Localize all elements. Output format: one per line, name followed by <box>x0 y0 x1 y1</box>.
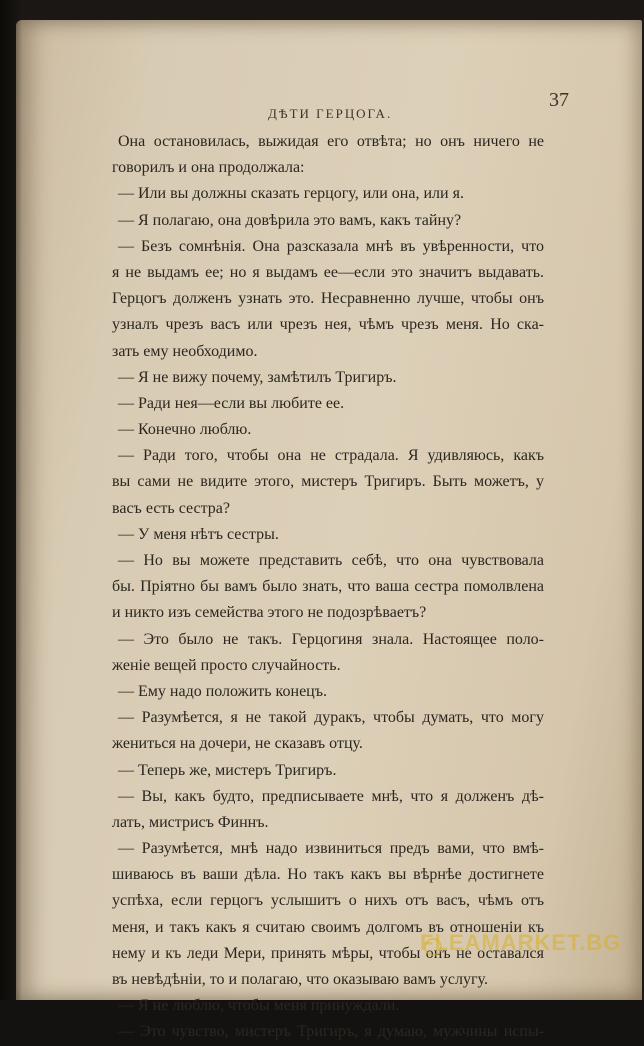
running-head: ДѢТИ ГЕРЦОГА. <box>268 106 393 121</box>
text-line: нему и къ леди Мери, принять мѣры, чтобы онъ не оставался <box>112 944 544 962</box>
text-line: — Я полагаю, она довѣрила это вамъ, какъ тайну? <box>118 211 462 229</box>
text-line: — Конечно люблю. <box>118 421 252 439</box>
text-line: — Или вы должны сказать герцогу, или она, или я. <box>118 185 464 203</box>
text-line: Герцогъ долженъ узнать это. Несравненно лучше, чтобы онъ <box>112 290 544 308</box>
text-line: — Разумѣется, мнѣ надо извиниться предъ вами, что вмѣ- <box>118 840 544 858</box>
page-edge-shadow <box>0 0 22 1000</box>
text-line: — Ему надо положить конецъ. <box>118 682 328 700</box>
text-line: бы. Пріятно бы вамъ было знать, что ваша сестра помолвлена <box>112 578 544 596</box>
text-line: вы сами не видите этого, мистеръ Тригиръ. Быть можетъ, у <box>112 473 544 491</box>
text-line: — Это было не такъ. Герцогиня знала. Настоящее поло- <box>118 630 544 648</box>
text-line: — Теперь же, мистеръ Тригиръ. <box>118 761 337 779</box>
body-text <box>112 129 544 1046</box>
text-line: жениться на дочери, не сказавъ отцу. <box>112 735 363 753</box>
text-line: и никто изъ семейства этого не подозрѣваетъ? <box>112 604 427 622</box>
text-line: — Ради нея—если вы любите ее. <box>118 394 345 412</box>
page-number: 37 <box>549 89 569 111</box>
text-line: женіе вещей просто случайность. <box>112 656 341 674</box>
text-line: зать ему необходимо. <box>112 342 258 360</box>
text-line: я не выдамъ ее; но я выдамъ ее—если это значитъ выдавать. <box>112 263 544 281</box>
text-line: Она остановилась, выжидая его отвѣта; но онъ ничего не <box>118 133 544 150</box>
watermark: FLEAMARKET.BG <box>420 930 622 955</box>
text-line: — Это чувство, мистеръ Тригиръ, я думаю, мужчины испы- <box>118 1023 544 1041</box>
text-line: — Ради того, чтобы она не страдала. Я удивляюсь, какъ <box>118 447 544 465</box>
text-line: — Я не люблю, чтобы меня принуждали. <box>118 997 400 1015</box>
text-line: — Вы, какъ будто, предписываете мнѣ, что я долженъ дѣ- <box>118 787 544 805</box>
text-line: узналъ чрезъ васъ или чрезъ нея, чѣмъ чрезъ меня. Но ска- <box>112 316 544 334</box>
text-line: въ невѣдѣніи, то и полагаю, что оказываю вамъ услугу. <box>112 971 488 988</box>
text-line: — Я не вижу почему, замѣтилъ Тригиръ. <box>118 368 397 386</box>
text-line: говорилъ и она продолжала: <box>112 159 305 177</box>
text-line: — Но вы можете представить себѣ, что она чувствовала <box>118 552 544 569</box>
text-line: лать, мистрисъ Финнъ. <box>112 813 269 831</box>
text-line: — Разумѣется, я не такой дуракъ, чтобы думать, что могу <box>118 709 544 727</box>
text-line: — Безъ сомнѣнія. Она разсказала мнѣ въ увѣренности, что <box>118 237 544 255</box>
text-line: успѣха, если герцогъ услышитъ о нихъ отъ васъ, чѣмъ отъ <box>112 892 544 910</box>
text-line: шиваюсь въ ваши дѣла. Но такъ какъ вы вѣрнѣе достигнете <box>112 866 544 884</box>
text-line: васъ есть сестра? <box>112 499 230 517</box>
text-line: меня, и такъ какъ я считаю своимъ долгомъ въ отношеніи къ <box>112 918 544 936</box>
text-line: — У меня нѣтъ сестры. <box>118 525 279 543</box>
